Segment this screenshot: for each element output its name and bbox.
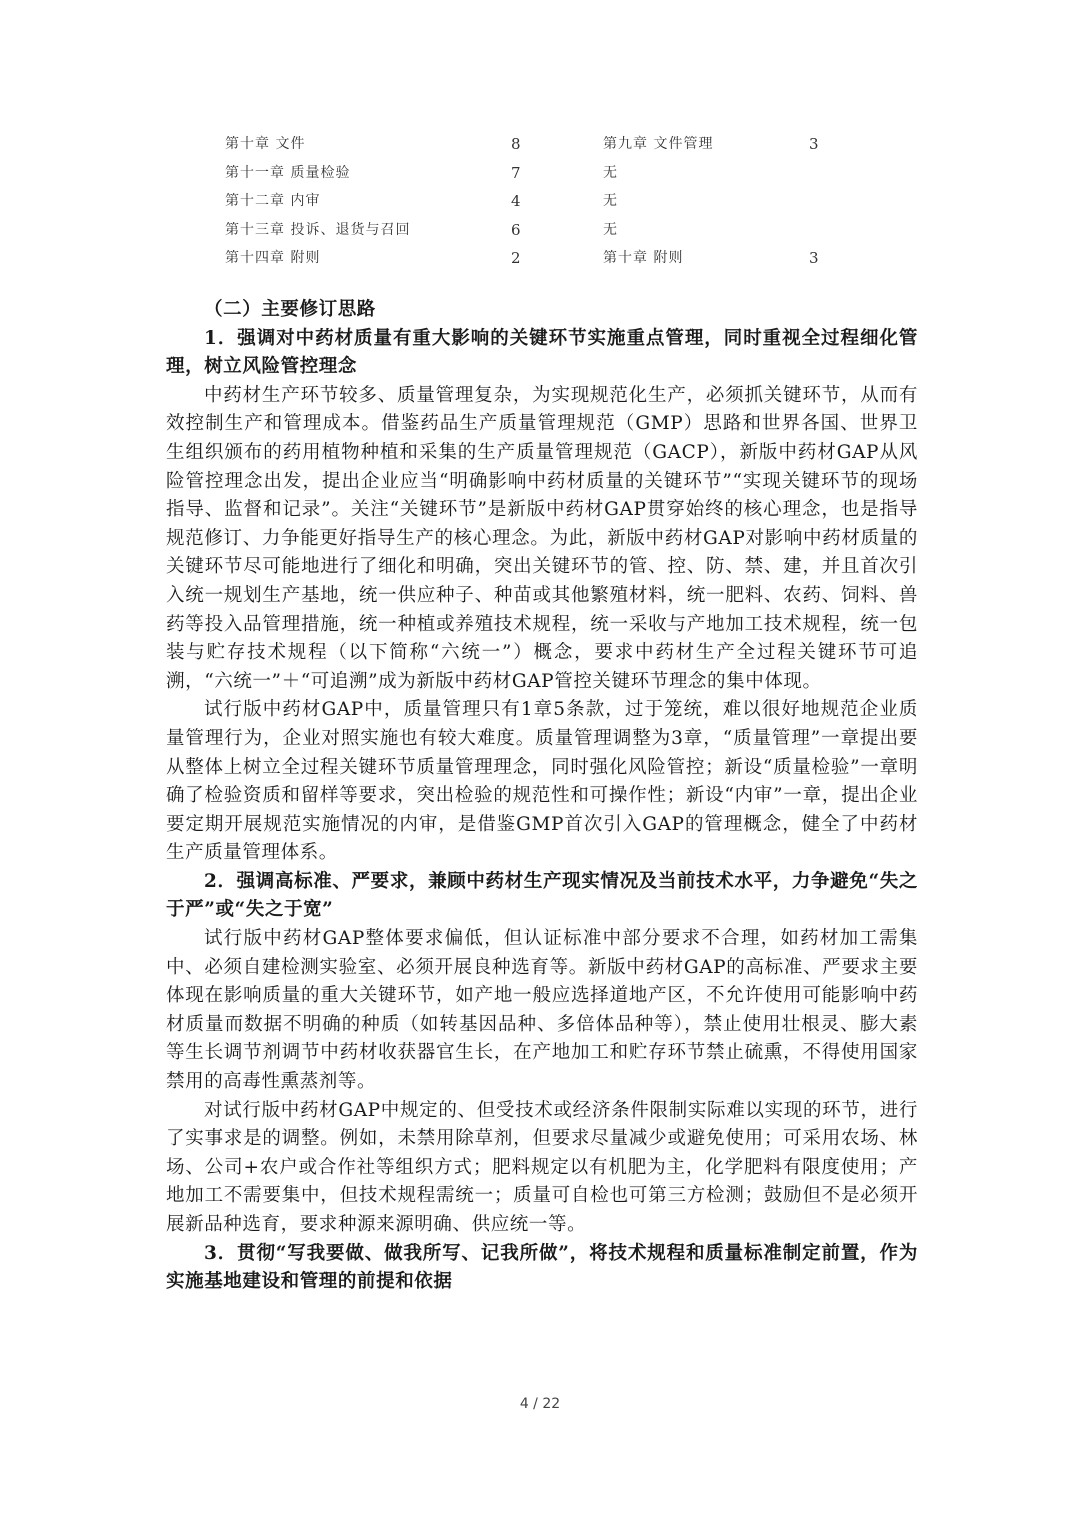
section-title: （二）主要修订思路 [204, 299, 376, 320]
new-count-cell: 6 [511, 220, 521, 239]
document-body [166, 296, 918, 1297]
old-count-cell: 3 [809, 249, 819, 267]
table-row [225, 216, 845, 245]
paragraph: 试行版中药材GAP中，质量管理只有1章5条款，过于笼统，难以很好地规范企业质量管理行为，企业对照实施也有较大难度。质量管理调整为3章，“质量管理”一章提出要从整体上树立全过程关键环节质量管理理念，同时强化风险管控；新设“质量检验”一章明确了检验资质和留样等要求，突出检验的规范性和可操作性；新设“内审”一章，提出企业要定期开展规范实施情况的内审，是借鉴GMP首次引入GAP的管理概念，健全了中药材生产质量管理体系。 [166, 699, 918, 864]
old-chapter-cell: 第九章 文件管理 [603, 136, 714, 152]
new-chapter-cell: 第十章 文件 [225, 136, 306, 152]
paragraph: 中药材生产环节较多、质量管理复杂，为实现规范化生产，必须抓关键环节，从而有效控制生产和管理成本。借鉴药品生产质量管理规范（GMP）思路和世界各国、世界卫生组织颁布的药用植物种植和采集的生产质量管理规范（GACP），新版中药材GAP从风险管控理念出发，提出企业应当“明确影响中药材质量的关键环节”“实现关键环节的现场指导、监督和记录”。关注“关键环节”是新版中药材GAP贯穿始终的核心理念，也是指导规范修订、力争能更好指导生产的核心理念。为此，新版中药材GAP对影响中药材质量的关键环节尽可能地进行了细化和明确，突出关键环节的管、控、防、禁、建，并且首次引入统一规划生产基地，统一供应种子、种苗或其他繁殖材料，统一肥料、农药、饲料、兽药等投入品管理措施，统一种植或养殖技术规程，统一采收与产地加工技术规程，统一包装与贮存技术规程（以下简称“六统一”）概念，要求中药材生产全过程关键环节可追溯，“六统一”＋“可追溯”成为新版中药材GAP管控关键环节理念的集中体现。 [166, 384, 918, 692]
new-chapter-cell: 第十二章 内审 [225, 193, 321, 209]
old-chapter-cell: 无 [603, 193, 618, 209]
new-count-cell: 4 [511, 192, 521, 210]
point-heading: 2．强调高标准、严要求，兼顾中药材生产现实情况及当前技术水平，力争避免“失之于严”或“失之于宽” [166, 870, 918, 921]
old-chapter-cell: 无 [603, 221, 618, 238]
point-heading: 3．贯彻“写我要做、做我所写、记我所做”，将技术规程和质量标准制定前置，作为实施基地建设和管理的前提和依据 [166, 1242, 918, 1293]
table-row [225, 244, 845, 273]
old-chapter-cell: 第十章 附则 [603, 250, 684, 266]
table-row [225, 130, 845, 159]
new-chapter-cell: 第十一章 质量检验 [225, 164, 351, 181]
old-chapter-cell: 无 [603, 164, 618, 181]
paragraph: 对试行版中药材GAP中规定的、但受技术或经济条件限制实际难以实现的环节，进行了实事求是的调整。例如，未禁用除草剂，但要求尽量减少或避免使用；可采用农场、林场、公司+农户或合作社等组织方式；肥料规定以有机肥为主，化学肥料有限度使用；产地加工不需要集中，但技术规程需统一；质量可自检也可第三方检测；鼓励但不是必须开展新品种选育，要求种源来源明确、供应统一等。 [166, 1099, 918, 1235]
old-count-cell: 3 [809, 135, 819, 153]
chapter-comparison-table [225, 130, 845, 273]
new-chapter-cell: 第十四章 附则 [225, 250, 321, 266]
table-row [225, 159, 845, 188]
page-number: 4 / 22 [519, 1396, 561, 1412]
paragraph: 试行版中药材GAP整体要求偏低，但认证标准中部分要求不合理，如药材加工需集中、必须自建检测实验室、必须开展良种选育等。新版中药材GAP的高标准、严要求主要体现在影响质量的重大关键环节，如产地一般应选择道地产区，不允许使用可能影响中药材质量而数据不明确的种质（如转基因品种、多倍体品种等），禁止使用壮根灵、膨大素等生长调节剂调节中药材收获器官生长，在产地加工和贮存环节禁止硫熏，不得使用国家禁用的高毒性熏蒸剂等。 [166, 928, 918, 1093]
point-heading: 1．强调对中药材质量有重大影响的关键环节实施重点管理，同时重视全过程细化管理，树立风险管控理念 [166, 327, 918, 378]
table-row [225, 187, 845, 216]
new-count-cell: 7 [511, 163, 521, 182]
new-count-cell: 2 [511, 249, 521, 267]
new-chapter-cell: 第十三章 投诉、退货与召回 [225, 221, 411, 238]
new-count-cell: 8 [511, 135, 521, 153]
